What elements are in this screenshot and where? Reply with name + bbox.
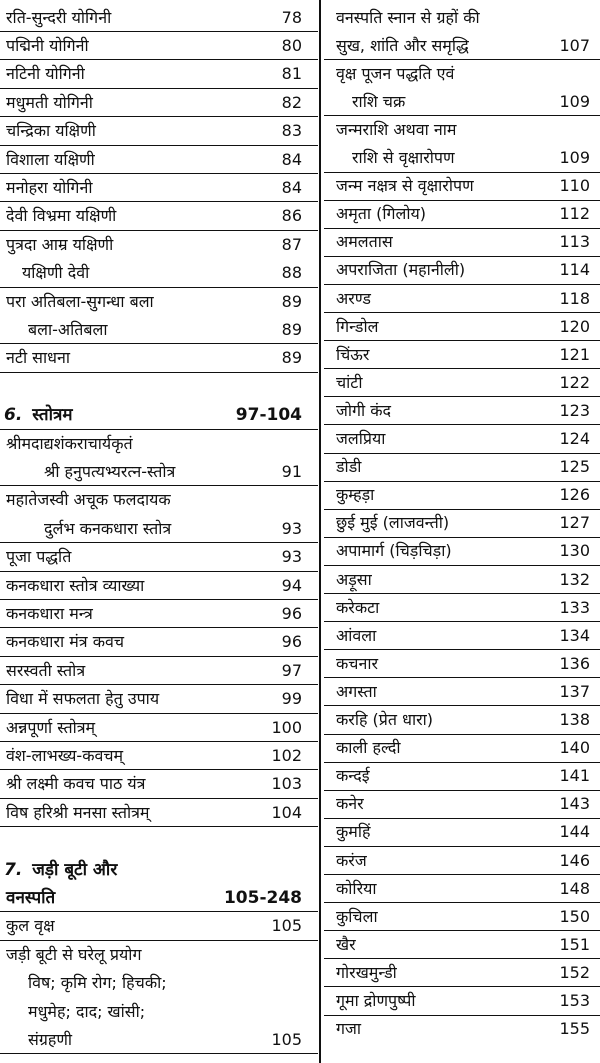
toc-entry-text: कनकधारा मंत्र कवच <box>6 632 125 652</box>
toc-entry <box>0 1026 318 1054</box>
toc-entry-text: जन्मराशि अथवा नाम <box>336 119 457 139</box>
toc-entry <box>0 487 318 514</box>
toc-entry-text: नटिनी योगिनी <box>6 64 85 84</box>
toc-entry-title <box>336 401 391 421</box>
toc-page-number: 105-248 <box>223 887 302 908</box>
toc-entry <box>324 229 600 257</box>
toc-entry <box>0 146 318 174</box>
toc-entry-title <box>336 963 397 983</box>
toc-page-number: 105 <box>271 1029 302 1049</box>
toc-entry-text: कुमहिं <box>336 822 371 842</box>
toc-entry-text: कुम्हड़ा <box>336 485 375 505</box>
toc-entry-text: गजा <box>336 1019 362 1039</box>
toc-entry <box>324 735 600 763</box>
toc-page-number: 114 <box>559 260 590 280</box>
toc-entry-title <box>6 206 116 226</box>
toc-entry <box>0 884 318 912</box>
toc-entry-title <box>336 570 372 590</box>
toc-page-number: 153 <box>559 991 590 1010</box>
toc-entry-title <box>336 429 385 449</box>
toc-entry <box>0 430 318 457</box>
toc-page-number: 140 <box>559 738 590 758</box>
toc-entry <box>0 913 318 941</box>
toc-entry <box>0 32 318 60</box>
toc-entry <box>0 231 318 258</box>
toc-entry <box>0 629 318 657</box>
toc-page-number: 122 <box>559 372 590 392</box>
toc-entry-title <box>336 8 480 28</box>
toc-entry <box>324 959 600 987</box>
toc-entry-text: चांटी <box>336 372 363 392</box>
toc-entry-title <box>336 204 426 224</box>
toc-entry <box>0 345 318 373</box>
toc-entry-text: गोरखमुन्डी <box>336 962 397 982</box>
toc-entry <box>324 116 600 143</box>
toc-entry-title <box>336 232 393 252</box>
toc-entry-title <box>6 320 108 340</box>
toc-entry-text: यक्षिणी देवी <box>22 263 90 283</box>
toc-entry <box>324 313 600 341</box>
toc-page-number: 105 <box>271 916 302 936</box>
toc-entry-text: देवी विभ्रमा यक्षिणी <box>6 206 117 226</box>
toc-page-number: 89 <box>281 348 302 368</box>
toc-entry <box>324 566 600 594</box>
toc-entry-title <box>336 907 378 927</box>
toc-entry <box>324 988 600 1016</box>
toc-entry <box>324 60 600 87</box>
toc-entry-text: जलप्रिया <box>336 429 386 448</box>
toc-entry <box>324 482 600 510</box>
toc-entry <box>0 771 318 799</box>
toc-entry-text: जन्म नक्षत्र से वृक्षारोपण <box>336 176 474 196</box>
toc-entry-title <box>6 348 70 368</box>
toc-page-number: 150 <box>559 906 590 926</box>
toc-page-number: 91 <box>281 461 302 481</box>
toc-entry-title <box>336 935 356 955</box>
toc-entry-title <box>336 822 371 842</box>
toc-entry-text: अपामार्ग (चिड़चिड़ा) <box>336 541 452 561</box>
toc-entry-text: आंवला <box>336 625 377 645</box>
toc-entry <box>0 458 318 486</box>
toc-entry-text: कोरिया <box>336 878 377 898</box>
section-number: 7. <box>4 859 23 880</box>
toc-entry-title <box>6 632 124 652</box>
toc-page-number: 113 <box>559 232 590 252</box>
toc-entry-title <box>336 654 378 674</box>
toc-entry-text: वृक्ष पूजन पद्धति एवं <box>336 63 455 83</box>
toc-entry-text: काली हल्दी <box>336 738 401 758</box>
toc-entry-title <box>6 93 93 113</box>
toc-page-number: 144 <box>559 822 590 842</box>
toc-entry-text: स्तोत्रम <box>32 405 73 426</box>
toc-page-number: 100 <box>271 717 302 737</box>
toc-entry <box>324 763 600 791</box>
toc-entry-title <box>6 661 85 681</box>
toc-entry <box>0 714 318 742</box>
toc-entry-text: अमलतास <box>336 232 393 252</box>
toc-entry-text: सरस्वती स्तोत्र <box>6 660 86 680</box>
toc-entry-title <box>336 738 401 758</box>
toc-entry-text: कनकधारा स्तोत्र व्याख्या <box>6 575 145 595</box>
toc-entry-title <box>336 682 377 702</box>
toc-entry-text: नटी साधना <box>6 348 70 368</box>
toc-entry-text: बला-अतिबला <box>28 319 108 339</box>
toc-page-number: 88 <box>281 263 302 283</box>
toc-entry-title <box>336 710 433 730</box>
toc-entry-text: अमृता (गिलोय) <box>336 204 427 224</box>
toc-page-number: 138 <box>559 710 590 729</box>
toc-entry <box>324 1016 600 1043</box>
toc-page-number: 123 <box>559 400 590 420</box>
toc-entry <box>0 316 318 344</box>
toc-page-number: 155 <box>559 1019 590 1039</box>
toc-entry <box>324 32 600 60</box>
toc-entry-text: अपराजिता (महानीली) <box>336 260 466 280</box>
toc-entry <box>0 515 318 543</box>
toc-entry-title <box>336 92 405 112</box>
toc-entry <box>324 875 600 903</box>
toc-entry-title <box>336 289 371 309</box>
toc-entry <box>324 426 600 454</box>
toc-entry-text: करंज <box>336 850 367 870</box>
toc-entry-title <box>6 519 171 539</box>
toc-entry-text: जड़ी बूटी और <box>32 859 118 880</box>
toc-entry <box>324 201 600 229</box>
toc-entry-title <box>6 547 71 567</box>
toc-page-number: 82 <box>281 92 302 112</box>
toc-entry <box>324 369 600 397</box>
toc-entry <box>324 903 600 931</box>
toc-page-number: 120 <box>559 316 590 336</box>
toc-entry-text: जोगी कंद <box>336 400 392 420</box>
toc-entry-title <box>336 626 376 646</box>
toc-entry-text: कुचिला <box>336 906 378 926</box>
toc-page-number: 94 <box>281 575 302 595</box>
toc-entry-title <box>336 598 379 618</box>
toc-page-number: 97-104 <box>235 405 302 426</box>
toc-page-number: 130 <box>559 541 590 561</box>
toc-page-number: 104 <box>271 802 302 822</box>
toc-page-number: 134 <box>559 625 590 645</box>
toc-entry <box>324 819 600 847</box>
section-number: 6. <box>4 405 23 426</box>
toc-entry <box>324 88 600 116</box>
toc-entry-text: डोडी <box>336 457 362 477</box>
toc-entry <box>324 594 600 622</box>
toc-entry <box>0 856 318 883</box>
toc-entry-title <box>6 490 171 510</box>
toc-entry-title <box>336 485 374 505</box>
toc-entry-title <box>336 794 364 814</box>
toc-entry-text: कचनार <box>336 653 379 673</box>
toc-entry-title <box>336 176 474 196</box>
toc-page-number: 97 <box>281 660 302 680</box>
toc-entry-title <box>6 462 175 482</box>
toc-entry-text: मधुमेह; दाद; खांसी; <box>28 1001 146 1021</box>
toc-page-number: 93 <box>281 518 302 538</box>
toc-entry-title <box>336 541 452 561</box>
toc-page-number: 96 <box>281 603 302 623</box>
toc-page-number: 84 <box>281 149 302 169</box>
toc-entry <box>324 707 600 735</box>
toc-entry-title <box>6 178 92 198</box>
toc-entry <box>324 678 600 706</box>
toc-entry <box>0 402 318 430</box>
toc-entry <box>324 538 600 566</box>
toc-entry-text: जड़ी बूटी से घरेलू प्रयोग <box>6 944 142 964</box>
toc-page-number: 152 <box>559 962 590 982</box>
toc-entry-text: पुत्रदा आम्र यक्षिणी <box>6 234 114 254</box>
toc-page-number: 146 <box>559 850 590 870</box>
toc-page-number: 110 <box>559 176 590 196</box>
toc-entry-text: विष; कृमि रोग; हिचकी; <box>28 973 167 993</box>
toc-entry <box>0 203 318 231</box>
toc-entry-title <box>336 120 457 140</box>
toc-entry-text: अन्नपूर्णा स्तोत्रम् <box>6 717 96 737</box>
toc-entry-text: दुर्लभ कनकधारा स्तोत्र <box>44 518 172 538</box>
toc-entry-title <box>6 36 89 56</box>
toc-page-number: 80 <box>281 35 302 55</box>
toc-entry <box>324 847 600 875</box>
toc-entry-text: गूमा द्रोणपुष्पी <box>336 991 416 1010</box>
toc-entry <box>0 742 318 770</box>
toc-page-number: 151 <box>559 934 590 954</box>
toc-page-number: 81 <box>281 64 302 84</box>
toc-entry <box>324 931 600 959</box>
toc-entry <box>0 799 318 827</box>
toc-page-number: 124 <box>559 429 590 448</box>
toc-page-number: 132 <box>559 569 590 589</box>
toc-entry <box>0 657 318 685</box>
toc-entry <box>324 650 600 678</box>
toc-entry-title <box>336 148 455 168</box>
toc-entry-title <box>6 888 55 908</box>
toc-entry-text: विष हरिश्री मनसा स्तोत्रम् <box>6 802 150 822</box>
toc-entry-title <box>336 513 449 533</box>
toc-page-number: 112 <box>559 204 590 224</box>
toc-entry <box>324 285 600 313</box>
toc-page-number: 136 <box>559 653 590 673</box>
toc-entry <box>0 828 318 855</box>
toc-entry-title <box>6 860 117 880</box>
toc-entry-title <box>6 689 159 709</box>
toc-entry-text: श्री हनुपत्यभ्यरत्न-स्तोत्र <box>44 461 176 481</box>
toc-entry-text: परा अतिबला-सुगन्धा बला <box>6 291 154 311</box>
toc-entry-title <box>6 746 123 766</box>
toc-entry-text: पूजा पद्धति <box>6 547 72 567</box>
toc-entry-title <box>336 991 416 1011</box>
toc-entry-title <box>6 604 93 624</box>
toc-entry <box>0 941 318 968</box>
toc-entry-text: राशि चक्र <box>352 91 406 111</box>
toc-entry-title <box>336 373 363 393</box>
toc-page-number: 141 <box>559 766 590 786</box>
toc-entry <box>0 118 318 146</box>
toc-entry-text: कनकधारा मन्त्र <box>6 603 93 623</box>
toc-page-number: 126 <box>559 485 590 505</box>
toc-page-number: 83 <box>281 121 302 141</box>
toc-entry <box>324 510 600 538</box>
toc-entry <box>324 341 600 369</box>
toc-entry-title <box>6 945 141 965</box>
toc-entry-title <box>336 851 367 871</box>
toc-entry-title <box>336 1019 361 1039</box>
toc-page-number: 102 <box>271 745 302 765</box>
toc-page-number: 137 <box>559 681 590 701</box>
toc-page-number: 99 <box>281 689 302 709</box>
toc-page-number: 89 <box>281 291 302 311</box>
toc-entry-title <box>6 718 95 738</box>
toc-entry-title <box>336 64 454 84</box>
toc-page-number: 109 <box>559 91 590 111</box>
toc-page-number: 86 <box>281 206 302 226</box>
toc-entry-title <box>6 235 113 255</box>
toc-entry-text: महातेजस्वी अचूक फलदायक <box>6 490 171 510</box>
toc-entry-text: रति-सुन्दरी योगिनी <box>6 7 112 27</box>
toc-entry <box>0 288 318 315</box>
toc-entry-text: अरण्ड <box>336 288 371 308</box>
toc-entry-title <box>336 36 469 56</box>
toc-entry <box>0 61 318 89</box>
toc-page-number: 125 <box>559 457 590 477</box>
toc-entry <box>324 145 600 173</box>
toc-entry <box>0 572 318 600</box>
toc-page-number: 96 <box>281 632 302 652</box>
toc-entry-title <box>6 64 85 84</box>
toc-entry <box>0 600 318 628</box>
toc-entry-text: पद्मिनी योगिनी <box>6 35 89 55</box>
toc-entry-text: मनोहरा योगिनी <box>6 177 93 197</box>
toc-entry-text: गिन्डोल <box>336 316 379 336</box>
toc-entry-text: कुल वृक्ष <box>6 916 55 936</box>
toc-page-number: 143 <box>559 794 590 814</box>
toc-page-number: 78 <box>281 7 302 27</box>
toc-entry-title <box>6 916 55 936</box>
toc-entry-text: वंश-लाभख्य-कवचम् <box>6 745 124 765</box>
toc-page-number: 133 <box>559 597 590 617</box>
toc-page-number: 121 <box>559 344 590 364</box>
toc-entry <box>324 4 600 31</box>
toc-entry <box>324 397 600 425</box>
toc-entry-text: कन्दई <box>336 766 370 786</box>
toc-page-number: 148 <box>559 878 590 898</box>
toc-entry-title <box>6 121 96 141</box>
toc-entry-title <box>6 8 111 28</box>
toc-page-number: 89 <box>281 319 302 339</box>
toc-entry-title <box>6 1030 72 1050</box>
toc-entry-title <box>6 803 150 823</box>
toc-entry-text: करेकटा <box>336 597 380 617</box>
toc-entry-text: छुई मुई (लाजवन्ती) <box>336 513 450 533</box>
toc-entry <box>0 4 318 32</box>
toc-page-number: 84 <box>281 177 302 197</box>
toc-entry <box>324 257 600 285</box>
toc-entry-title <box>6 576 144 596</box>
toc-entry <box>0 998 318 1025</box>
toc-entry-text: करहि (प्रेत धारा) <box>336 710 434 729</box>
toc-entry-text: विधा में सफलता हेतु उपाय <box>6 689 160 709</box>
toc-entry-text: मधुमती योगिनी <box>6 92 93 112</box>
toc-entry <box>0 89 318 117</box>
toc-entry-text: वनस्पति <box>6 887 56 908</box>
toc-page-number: 109 <box>559 148 590 167</box>
toc-entry-title <box>6 774 145 794</box>
toc-entry <box>0 970 318 997</box>
toc-page-number: 103 <box>271 774 302 794</box>
toc-entry-text: श्री लक्ष्मी कवच पाठ यंत्र <box>6 774 146 794</box>
toc-entry-text: अड़ूसा <box>336 569 372 589</box>
toc-entry-text: विशाला यक्षिणी <box>6 149 95 169</box>
toc-entry <box>0 260 318 288</box>
toc-entry <box>0 373 318 400</box>
toc-entry-title <box>6 405 73 425</box>
toc-entry-text: कनेर <box>336 794 364 814</box>
toc-entry-title <box>6 434 133 454</box>
toc-entry <box>324 622 600 650</box>
toc-entry-title <box>6 973 167 993</box>
toc-entry-text: वनस्पति स्नान से ग्रहों की <box>336 7 480 27</box>
toc-page-number: 87 <box>281 234 302 254</box>
toc-entry-title <box>336 457 361 477</box>
toc-entry-text: सुख, शांति और समृद्धि <box>336 35 469 55</box>
toc-entry <box>324 173 600 201</box>
toc-entry-title <box>336 260 465 280</box>
toc-page-number: 93 <box>281 547 302 567</box>
toc-entry-text: श्रीमदाद्यशंकराचार्यकृतं <box>6 433 133 453</box>
toc-page-number: 118 <box>559 288 590 308</box>
toc-entry-title <box>336 766 370 786</box>
toc-entry-title <box>336 317 378 337</box>
toc-entry-text: संग्रहणी <box>28 1029 73 1049</box>
toc-entry <box>0 686 318 714</box>
column-divider <box>319 0 321 1063</box>
toc-entry-text: राशि से वृक्षारोपण <box>352 148 455 167</box>
toc-entry-title <box>336 345 369 365</box>
toc-page-number: 107 <box>559 35 590 55</box>
toc-entry-text: चिंऊर <box>336 344 370 364</box>
toc-entry <box>324 791 600 819</box>
toc-page-number: 127 <box>559 513 590 533</box>
toc-entry-title <box>6 263 89 283</box>
toc-entry <box>0 544 318 572</box>
toc-entry-text: खैर <box>336 934 356 954</box>
toc-entry-title <box>6 150 95 170</box>
toc-entry <box>324 454 600 482</box>
toc-entry-title <box>6 292 154 312</box>
toc-entry-title <box>6 1002 145 1022</box>
toc-entry-title <box>336 879 377 899</box>
toc-entry-text: अगस्ता <box>336 681 377 701</box>
toc-entry <box>0 174 318 202</box>
toc-entry-text: चन्द्रिका यक्षिणी <box>6 121 96 141</box>
